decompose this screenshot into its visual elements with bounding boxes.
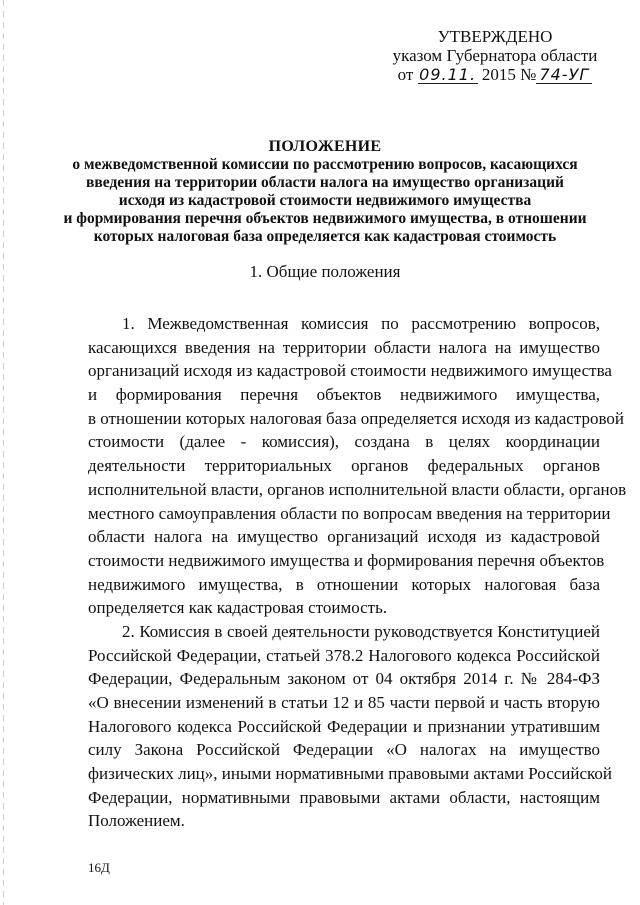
- text-line: определяется как кадастровая стоимость.: [88, 598, 388, 618]
- handwritten-number: 74-УГ: [536, 67, 592, 84]
- text-line: исполнительной власти, органов исполнительной власти области, органов: [88, 479, 627, 499]
- approval-date-prefix: от: [397, 65, 414, 84]
- approval-year: 2015 №: [481, 65, 537, 84]
- text-line: касающихся введения на территории области налога на имущество: [88, 337, 600, 357]
- text-line: силу Закона Российской Федерации «О налогах на имущество: [88, 740, 600, 760]
- section-heading: 1. Общие положения: [249, 262, 401, 281]
- document-title: [40, 138, 610, 246]
- title-line: и формирования перечня объектов недвижимого имущества, в отношении: [63, 210, 587, 227]
- text-line: 1. Межведомственная комиссия по рассмотрению вопросов,: [122, 314, 600, 333]
- approval-stamp: [380, 27, 610, 84]
- text-line: недвижимого имущества, в отношении которых налоговая база: [88, 574, 600, 594]
- footer-code: 16Д: [88, 860, 110, 875]
- paragraph-2: [88, 620, 613, 833]
- text-line: стоимости (далее - комиссия), создана в целях координации: [88, 432, 600, 452]
- title-line: исходя из кадастровой стоимости недвижимого имущества: [118, 192, 532, 209]
- text-line: Федерации, нормативными правовыми актами области, настоящим: [88, 787, 600, 807]
- text-line: и формирования перечня объектов недвижимого имущества,: [88, 385, 600, 405]
- text-line: деятельности территориальных органов федеральных органов: [88, 456, 600, 476]
- scan-edge: [3, 0, 4, 905]
- text-line: Федерации, Федеральным законом от 04 октября 2014 г. № 284-ФЗ: [88, 669, 600, 689]
- text-line: области налога на имущество организаций исходя из кадастровой: [88, 527, 600, 547]
- body-text: [88, 312, 627, 833]
- title-line: введения на территории области налога на имущество организаций: [86, 174, 564, 191]
- text-line: Российской Федерации, статьей 378.2 Налогового кодекса Российской: [88, 645, 600, 665]
- approval-authority: указом Губернатора области: [392, 46, 598, 65]
- text-line: 2. Комиссия в своей деятельности руководствуется Конституцией: [122, 621, 600, 641]
- text-line: физических лиц», иными нормативными правовыми актами Российской: [88, 764, 613, 784]
- handwritten-date: 09.11.: [419, 65, 477, 84]
- approval-title: УТВЕРЖДЕНО: [437, 27, 553, 46]
- text-line: «О внесении изменений в статьи 12 и 85 части первой и часть вторую: [88, 693, 600, 712]
- paragraph-1: [88, 312, 627, 620]
- title-main: ПОЛОЖЕНИЕ: [268, 138, 382, 155]
- text-line: в отношении которых налоговая база определяется исходя из кадастровой: [88, 408, 624, 428]
- approval-date-line: [380, 65, 610, 84]
- text-line: стоимости недвижимого имущества и формирования перечня объектов: [88, 550, 605, 570]
- text-line: Налогового кодекса Российской Федерации и признании утратившим: [88, 716, 600, 736]
- title-line: которых налоговая база определяется как кадастровая стоимость: [93, 228, 557, 245]
- text-line: организаций исходя из кадастровой стоимости недвижимого имущества: [88, 361, 612, 381]
- title-line: о межведомственной комиссии по рассмотрению вопросов, касающихся: [72, 156, 578, 173]
- text-line: местного самоуправления области по вопросам введения на территории: [88, 503, 611, 523]
- text-line: Положением.: [88, 811, 185, 831]
